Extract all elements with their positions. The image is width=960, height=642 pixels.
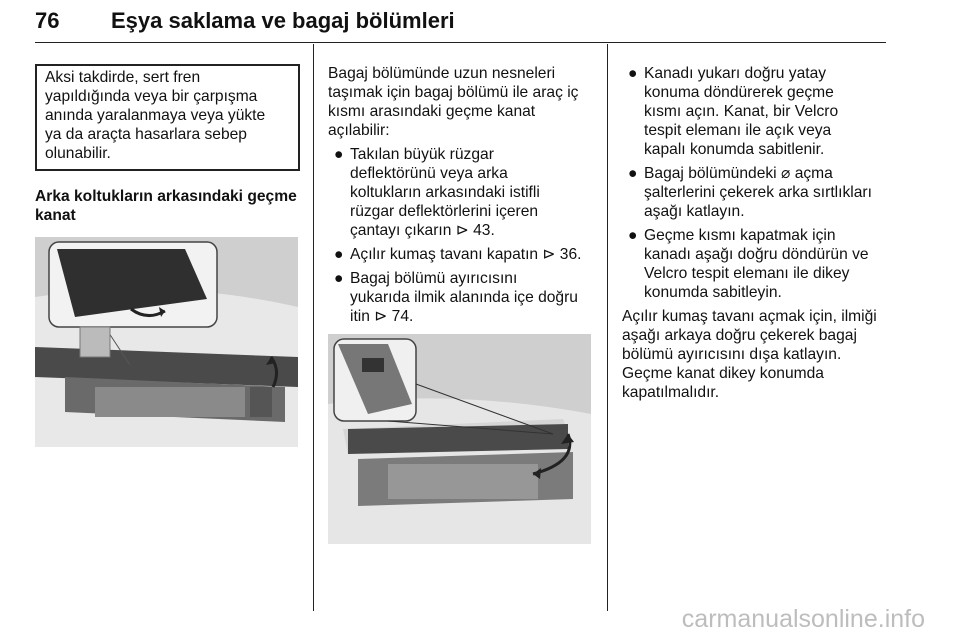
closing-paragraph: [622, 307, 888, 402]
text-line: tespit elemanı ile açık veya: [644, 122, 832, 139]
heading-line: Arka koltukların arkasındaki geçme: [35, 188, 297, 205]
list-item: [622, 226, 888, 302]
warning-line: olunabilir.: [45, 145, 111, 162]
text-line: Takılan büyük rüzgar: [350, 146, 494, 163]
divider-illustration-svg: [328, 334, 591, 544]
column-right: [622, 64, 888, 407]
bullet-icon: ●: [334, 270, 344, 287]
text-line: itin ⊳ 74.: [350, 308, 414, 325]
text-line: rüzgar deflektörlerini içeren: [350, 203, 539, 220]
text-line: kısmı arasındaki geçme kanat: [328, 103, 536, 120]
warning-line: Aksi takdirde, sert fren: [45, 69, 201, 86]
text-line: Geçme kanat dikey konumda: [622, 365, 824, 382]
text-line: Bagaj bölümü ayırıcısını: [350, 270, 518, 287]
text-line: Açılır kumaş tavanı açmak için, ilmiği: [622, 308, 877, 325]
text-line: şalterlerini çekerek arka sırtlıkları: [644, 184, 872, 201]
instruction-list: [328, 145, 593, 326]
text-line: koltukların arkasındaki istifli: [350, 184, 540, 201]
list-item: [622, 64, 888, 159]
watermark: carmanualsonline.info: [681, 605, 925, 633]
text-line: konuma döndürerek geçme: [644, 84, 834, 101]
text-line: kapalı konumda sabitlenir.: [644, 141, 825, 158]
warning-line: anında yaralanmaya veya yükte: [45, 107, 266, 124]
text-line: çantayı çıkarın ⊳ 43.: [350, 222, 495, 239]
warning-line: ya da araçta hasarlara sebep: [45, 126, 247, 143]
intro-paragraph: [328, 64, 593, 140]
trunk-illustration-svg: [35, 237, 298, 447]
text-line: Geçme kısmı kapatmak için: [644, 227, 836, 244]
text-line: aşağı arkaya doğru çekerek bagaj: [622, 327, 857, 344]
column-divider: [607, 44, 608, 611]
column-middle: [328, 64, 593, 544]
bullet-icon: ●: [628, 227, 638, 244]
page-header: [35, 6, 886, 43]
text-line: Velcro tespit elemanı ile dikey: [644, 265, 850, 282]
bullet-icon: ●: [334, 246, 344, 263]
bullet-icon: ●: [628, 165, 638, 182]
text-line: konumda sabitleyin.: [644, 284, 782, 301]
warning-box: [35, 64, 300, 171]
heading-line: kanat: [35, 207, 76, 224]
bullet-icon: ●: [628, 65, 638, 82]
instruction-list: [622, 64, 888, 302]
column-divider: [313, 44, 314, 611]
text-line: kanadı aşağı doğru döndürün ve: [644, 246, 869, 263]
warning-line: yapıldığında veya bir çarpışma: [45, 88, 258, 105]
column-left: [35, 64, 298, 447]
text-line: Bagaj bölümünde uzun nesneleri: [328, 65, 556, 82]
text-line: kısmı açın. Kanat, bir Velcro: [644, 103, 839, 120]
text-line: taşımak için bagaj bölümü ile araç iç: [328, 84, 579, 101]
list-item: [328, 269, 593, 326]
text-line: yukarıda ilmik alanında içe doğru: [350, 289, 578, 306]
text-line: Bagaj bölümündeki ⌀ açma: [644, 165, 833, 182]
trunk-passthrough-illustration: [35, 237, 298, 447]
divider-loop-illustration: [328, 334, 591, 544]
chapter-title: Eşya saklama ve bagaj bölümleri: [111, 8, 455, 33]
list-item: [328, 245, 593, 264]
text-line: bölümü ayırıcısını dışa katlayın.: [622, 346, 842, 363]
text-line: aşağı katlayın.: [644, 203, 745, 220]
list-item: [328, 145, 593, 240]
section-heading: [35, 187, 298, 225]
list-item: [622, 164, 888, 221]
text-line: açılabilir:: [328, 122, 390, 139]
page-number: 76: [35, 8, 60, 33]
text-line: deflektörünü veya arka: [350, 165, 508, 182]
bullet-icon: ●: [334, 146, 344, 163]
text-line: Açılır kumaş tavanı kapatın ⊳ 36.: [350, 246, 582, 263]
text-line: kapatılmalıdır.: [622, 384, 720, 401]
text-line: Kanadı yukarı doğru yatay: [644, 65, 827, 82]
